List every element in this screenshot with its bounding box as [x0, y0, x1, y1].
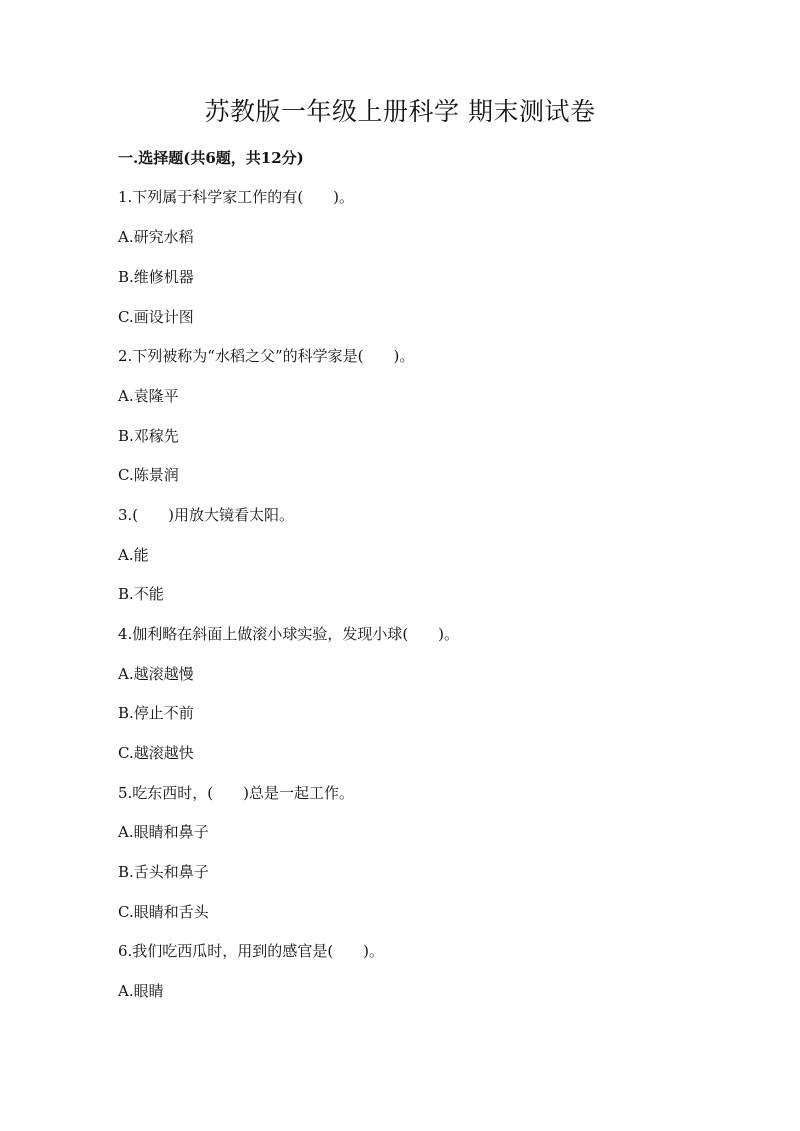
question-4-stem: 4.伽利略在斜面上做滚小球实验，发现小球( )。: [118, 625, 460, 643]
question-1-stem: 1.下列属于科学家工作的有( )。: [118, 188, 355, 206]
question-2-option-a: A.袁隆平: [118, 387, 179, 405]
exam-title: 苏教版一年级上册科学 期末测试卷: [204, 97, 596, 126]
question-4-option-b: B.停止不前: [118, 704, 194, 722]
question-4-option-c: C.越滚越快: [118, 744, 194, 762]
question-5-option-b: B.舌头和鼻子: [118, 863, 209, 881]
question-5-option-c: C.眼睛和舌头: [118, 903, 209, 921]
question-1-option-b: B.维修机器: [118, 268, 194, 286]
question-3-option-a: A.能: [118, 546, 149, 564]
question-6-stem: 6.我们吃西瓜时，用到的感官是( )。: [118, 942, 385, 960]
question-2-option-c: C.陈景润: [118, 466, 179, 484]
question-2-option-b: B.邓稼先: [118, 427, 179, 445]
question-5-option-a: A.眼睛和鼻子: [118, 823, 209, 841]
question-4-option-a: A.越滚越慢: [118, 665, 194, 683]
question-5-stem: 5.吃东西时，( )总是一起工作。: [118, 784, 355, 802]
question-1-option-a: A.研究水稻: [118, 228, 194, 246]
question-1-option-c: C.画设计图: [118, 308, 194, 326]
question-2-stem: 2.下列被称为“水稻之父”的科学家是( )。: [118, 347, 415, 365]
question-3-option-b: B.不能: [118, 585, 164, 603]
section-heading: 一.选择题(共6题，共12分): [118, 149, 304, 167]
question-6-option-a: A.眼睛: [118, 982, 164, 1000]
question-3-stem: 3.( )用放大镜看太阳。: [118, 506, 295, 524]
